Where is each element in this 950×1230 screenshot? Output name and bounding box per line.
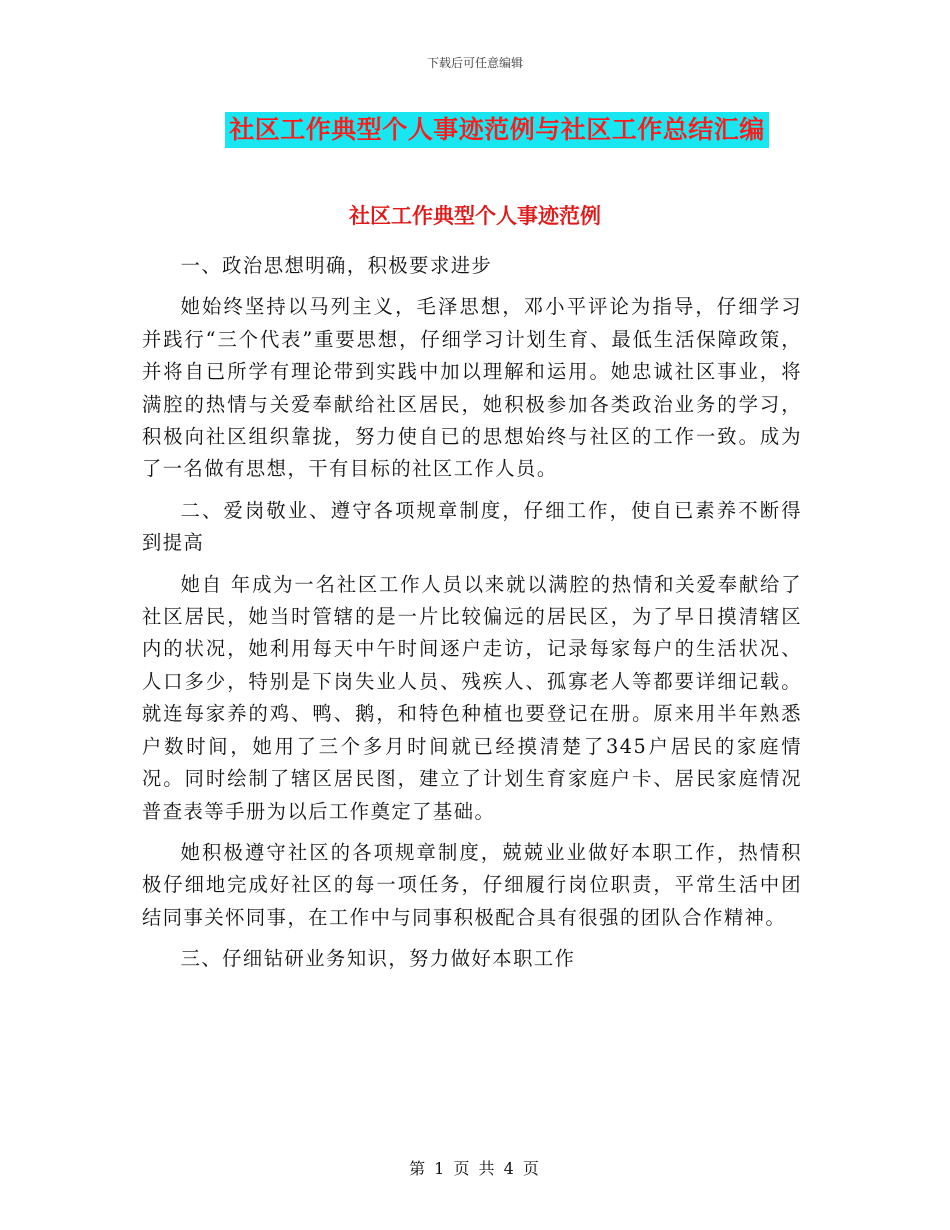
main-title-wrap: [0, 112, 950, 148]
section-title: 社区工作典型个人事迹范例: [349, 203, 601, 228]
paragraph: 她始终坚持以马列主义，毛泽思想，邓小平评论为指导，仔细学习并践行“三个代表”重要思想，仔细学习计划生育、最低生活保障政策，并将自已所学有理论带到实践中加以理解和运用。她忠诚社区事业，将满腔的热情与关爱奉献给社区居民，她积极参加各类政治业务的学习，积极向社区组织靠拢，努力使自已的思想始终与社区的工作一致。成为了一名做有思想，干有目标的社区工作人员。: [142, 295, 802, 481]
paragraph: 她自 年成为一名社区工作人员以来就以满腔的热情和关爱奉献给了社区居民，她当时管辖的是一片比较偏远的居民区，为了早日摸清辖区内的状况，她利用每天中午时间逐户走访，记录每家每户的生活状况、人口多少，特别是下岗失业人员、残疾人、孤寡老人等都要详细记载。就连每家养的鸡、鸭、鹅，和特色种植也要登记在册。原来用半年熟悉户数时间，她用了三个多月时间就已经摸清楚了345户居民的家庭情况。同时绘制了辖区居民图，建立了计划生育家庭户卡、居民家庭情况普查表等手册为以后工作奠定了基础。: [142, 572, 802, 823]
main-title: 社区工作典型个人事迹范例与社区工作总结汇编: [225, 112, 769, 148]
section-heading-1: 一、政治思想明确，积极要求进步: [180, 254, 493, 277]
document-body: [142, 250, 802, 985]
header-note: 下载后可任意编辑: [426, 56, 523, 70]
section-heading-2: 二、爱岗敬业、遵守各项规章制度，仔细工作，使自已素养不断得到提高: [142, 498, 802, 555]
section-heading-3: 三、仔细钻研业务知识，努力做好本职工作: [180, 947, 576, 971]
page-indicator: 第 1 页 共 4 页: [409, 1159, 541, 1178]
paragraph: 她积极遵守社区的各项规章制度，兢兢业业做好本职工作，热情积极仔细地完成好社区的每一项任务，仔细履行岗位职责，平常生活中团结同事关怀同事，在工作中与同事积极配合具有很强的团队合作精神。: [142, 840, 802, 929]
